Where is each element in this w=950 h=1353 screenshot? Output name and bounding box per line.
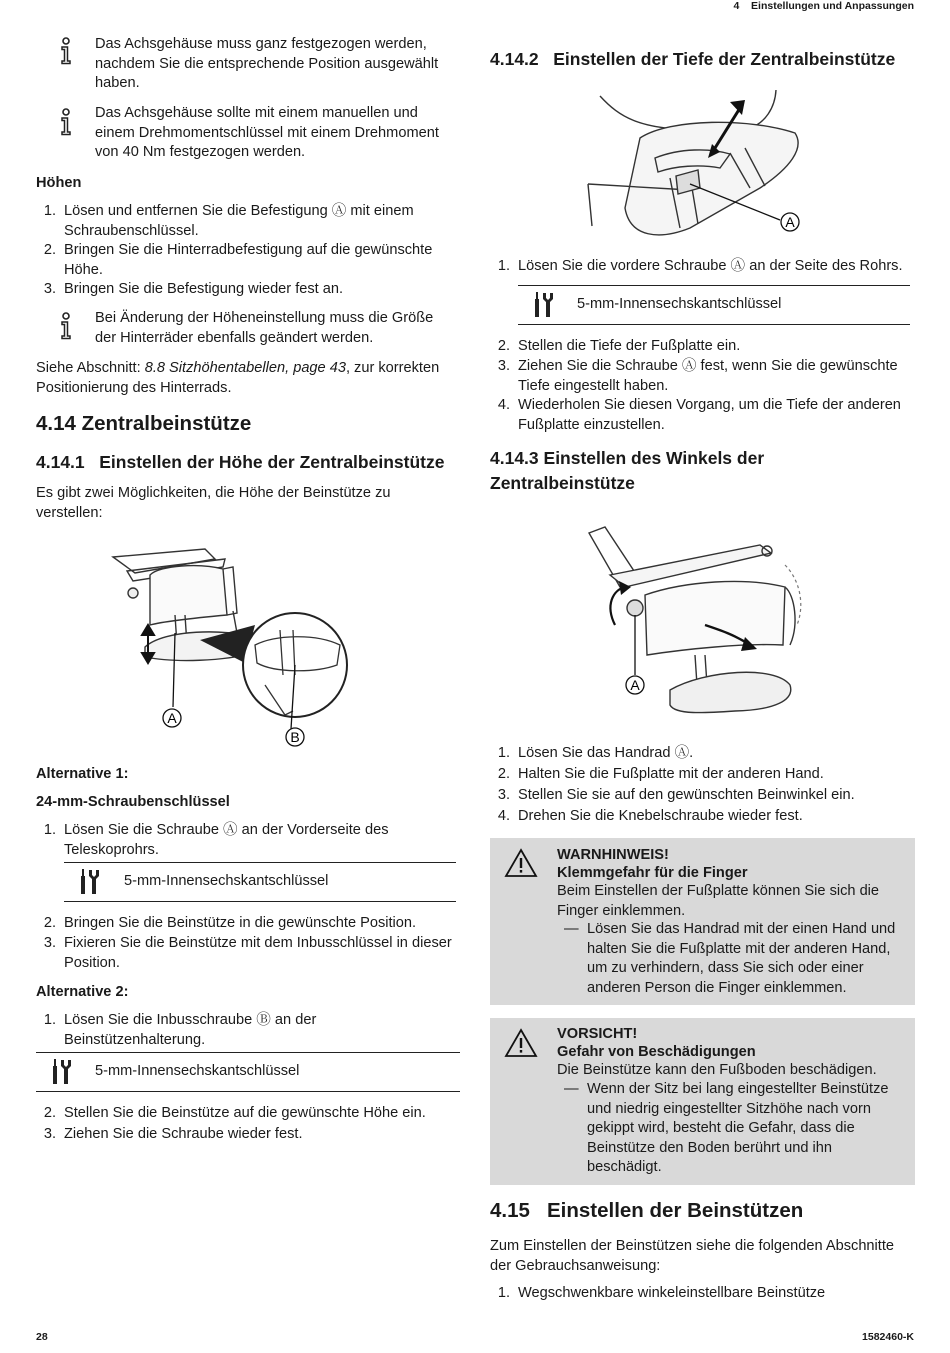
caution-title: VORSICHT! — [557, 1026, 638, 1042]
page-number: 28 — [36, 1331, 48, 1343]
alt2-heading: Alternative 2: — [36, 984, 129, 1000]
list-item: 4. Wiederholen Sie diesen Vorgang, um die Tiefe der anderen Fußplatte einzustellen. — [497, 397, 901, 433]
legrest-depth-figure — [580, 88, 820, 248]
legrest-height-figure — [105, 545, 465, 755]
section-heading-4-14-1: 4.14.1 Einstellen der Höhe der Zentralbeinstütze — [36, 452, 445, 472]
tools-icon — [50, 1058, 74, 1086]
angle-steps — [490, 744, 920, 827]
section-heading-4-14-2: 4.14.2 Einstellen der Tiefe der Zentralbeinstütze — [490, 49, 896, 69]
note-wheel-size: Bei Änderung der Höheneinstellung muss die Größe der Hinterräder ebenfalls geändert werden. — [95, 310, 434, 346]
header-title: Einstellungen und Anpassungen — [751, 0, 914, 12]
alt2-tool-box — [36, 1052, 460, 1092]
list-item: 3. Bringen Sie die Befestigung wieder fest an. — [43, 281, 344, 297]
list-item: 1. Wegschwenkbare winkeleinstellbare Beinstütze — [497, 1285, 826, 1301]
list-item: 2. Bringen Sie die Hinterradbefestigung auf die gewünschte Höhe. — [43, 242, 433, 278]
warning-icon — [504, 1028, 538, 1058]
warning-bullet: Lösen Sie das Handrad mit der einen Hand und halten Sie die Fußplatte mit der anderen Hand, um zu verhindern, dass Sie sich oder einer anderen Person die Finger einklemmen. — [587, 921, 896, 996]
warning-box-pinch — [490, 838, 915, 1005]
info-icon — [57, 312, 75, 340]
caution-bullet: Wenn der Sitz bei lang eingestellter Beinstütze und niedrig eingestellter Sitzhöhe nach vorn gekippt wird, besteht die Gefahr, dass die Beinstütze den Boden berührt und ihn beschädigt. — [587, 1081, 889, 1176]
note-axle-tight: Das Achsgehäuse muss ganz festgezogen werden, nachdem Sie die entsprechende Position ausgewählt haben. — [95, 36, 439, 92]
list-item: 2. Bringen Sie die Beinstütze in die gewünschte Position. — [43, 915, 417, 931]
list-item: 2. Stellen die Tiefe der Fußplatte ein. — [497, 338, 741, 354]
section-heading-4-14-3: 4.14.3 Einstellen des Winkels der Zentralbeinstütze — [490, 448, 765, 493]
list-item: 3. Stellen Sie sie auf den gewünschten Beinwinkel ein. — [497, 787, 855, 803]
list-item: 2. Stellen Sie die Beinstütze auf die gewünschte Höhe ein. — [43, 1105, 426, 1121]
caution-box-damage — [490, 1018, 915, 1185]
alt2-tool-text: 5-mm-Innensechskantschlüssel — [95, 1063, 300, 1079]
list-item: 3. Fixieren Sie die Beinstütze mit dem Inbusschlüssel in dieser Position. — [43, 935, 452, 971]
figure-label-a: A — [167, 710, 177, 726]
info-icon — [57, 108, 75, 136]
hoehen-heading: Höhen — [36, 175, 82, 191]
warning-text: Beim Einstellen der Fußplatte können Sie sich die Finger einklemmen. — [557, 883, 880, 919]
document-id: 1582460-K — [862, 1331, 914, 1343]
warning-icon — [504, 848, 538, 878]
depth-tool-box — [518, 285, 910, 325]
list-item: 4. Drehen Sie die Knebelschraube wieder fest. — [497, 808, 803, 824]
figure-label-a: A — [785, 214, 795, 230]
depth-tool-text: 5-mm-Innensechskantschlüssel — [577, 296, 782, 312]
see-section: Siehe Abschnitt: 8.8 Sitzhöhentabellen, page 43, zur korrekten Positionierung des Hinterrads. — [36, 360, 440, 396]
caution-dash: — — [564, 1081, 579, 1097]
warning-title: WARNHINWEIS! — [557, 847, 669, 863]
alt1-heading: Alternative 1: — [36, 766, 129, 782]
list-4-15 — [490, 1284, 920, 1304]
tools-icon — [532, 291, 556, 319]
list-item: 1. Lösen Sie das Handrad Ⓐ. — [497, 745, 694, 761]
list-item: 3. Ziehen Sie die Schraube Ⓐ fest, wenn Sie die gewünschte Tiefe eingestellt haben. — [497, 358, 898, 394]
section-heading-4-14: 4.14 Zentralbeinstütze — [36, 412, 252, 435]
list-item: 2. Halten Sie die Fußplatte mit der anderen Hand. — [497, 766, 824, 782]
depth-steps — [490, 337, 920, 436]
list-item: 1. Lösen und entfernen Sie die Befestigung Ⓐ mit einem Schraubenschlüssel. — [43, 203, 414, 239]
figure-label-a: A — [630, 677, 640, 693]
header-chapter: 4 — [733, 0, 740, 12]
figure-label-b: B — [290, 729, 300, 745]
warning-dash: — — [564, 921, 579, 937]
alt1-tool-heading: 24-mm-Schraubenschlüssel — [36, 794, 230, 810]
intro-4-15: Zum Einstellen der Beinstützen siehe die folgenden Abschnitte der Gebrauchsanweisung: — [490, 1238, 895, 1274]
info-icon — [57, 37, 75, 65]
tools-icon — [78, 868, 102, 896]
section-link[interactable]: 8.8 Sitzhöhentabellen, page 43 — [144, 360, 346, 376]
intro-4-14-1: Es gibt zwei Möglichkeiten, die Höhe der Beinstütze zu verstellen: — [36, 485, 391, 521]
caution-text: Die Beinstütze kann den Fußboden beschädigen. — [557, 1062, 877, 1078]
warning-subtitle: Klemmgefahr für die Finger — [557, 865, 748, 881]
alt1-tool-text: 5-mm-Innensechskantschlüssel — [124, 873, 329, 889]
alt2-steps — [36, 1104, 466, 1145]
hoehen-steps — [36, 202, 456, 300]
alt1-tool-box — [64, 862, 456, 902]
note-torque: Das Achsgehäuse sollte mit einem manuellen und einem Drehmomentschlüssel mit einem Drehmoment von 40 Nm festgezogen werden. — [95, 105, 439, 161]
legrest-angle-figure — [585, 525, 810, 725]
page-header — [734, 0, 914, 12]
caution-subtitle: Gefahr von Beschädigungen — [557, 1044, 756, 1060]
list-item: 3. Ziehen Sie die Schraube wieder fest. — [43, 1126, 303, 1142]
alt1-steps — [36, 914, 466, 974]
section-heading-4-15: 4.15 Einstellen der Beinstützen — [490, 1199, 804, 1222]
